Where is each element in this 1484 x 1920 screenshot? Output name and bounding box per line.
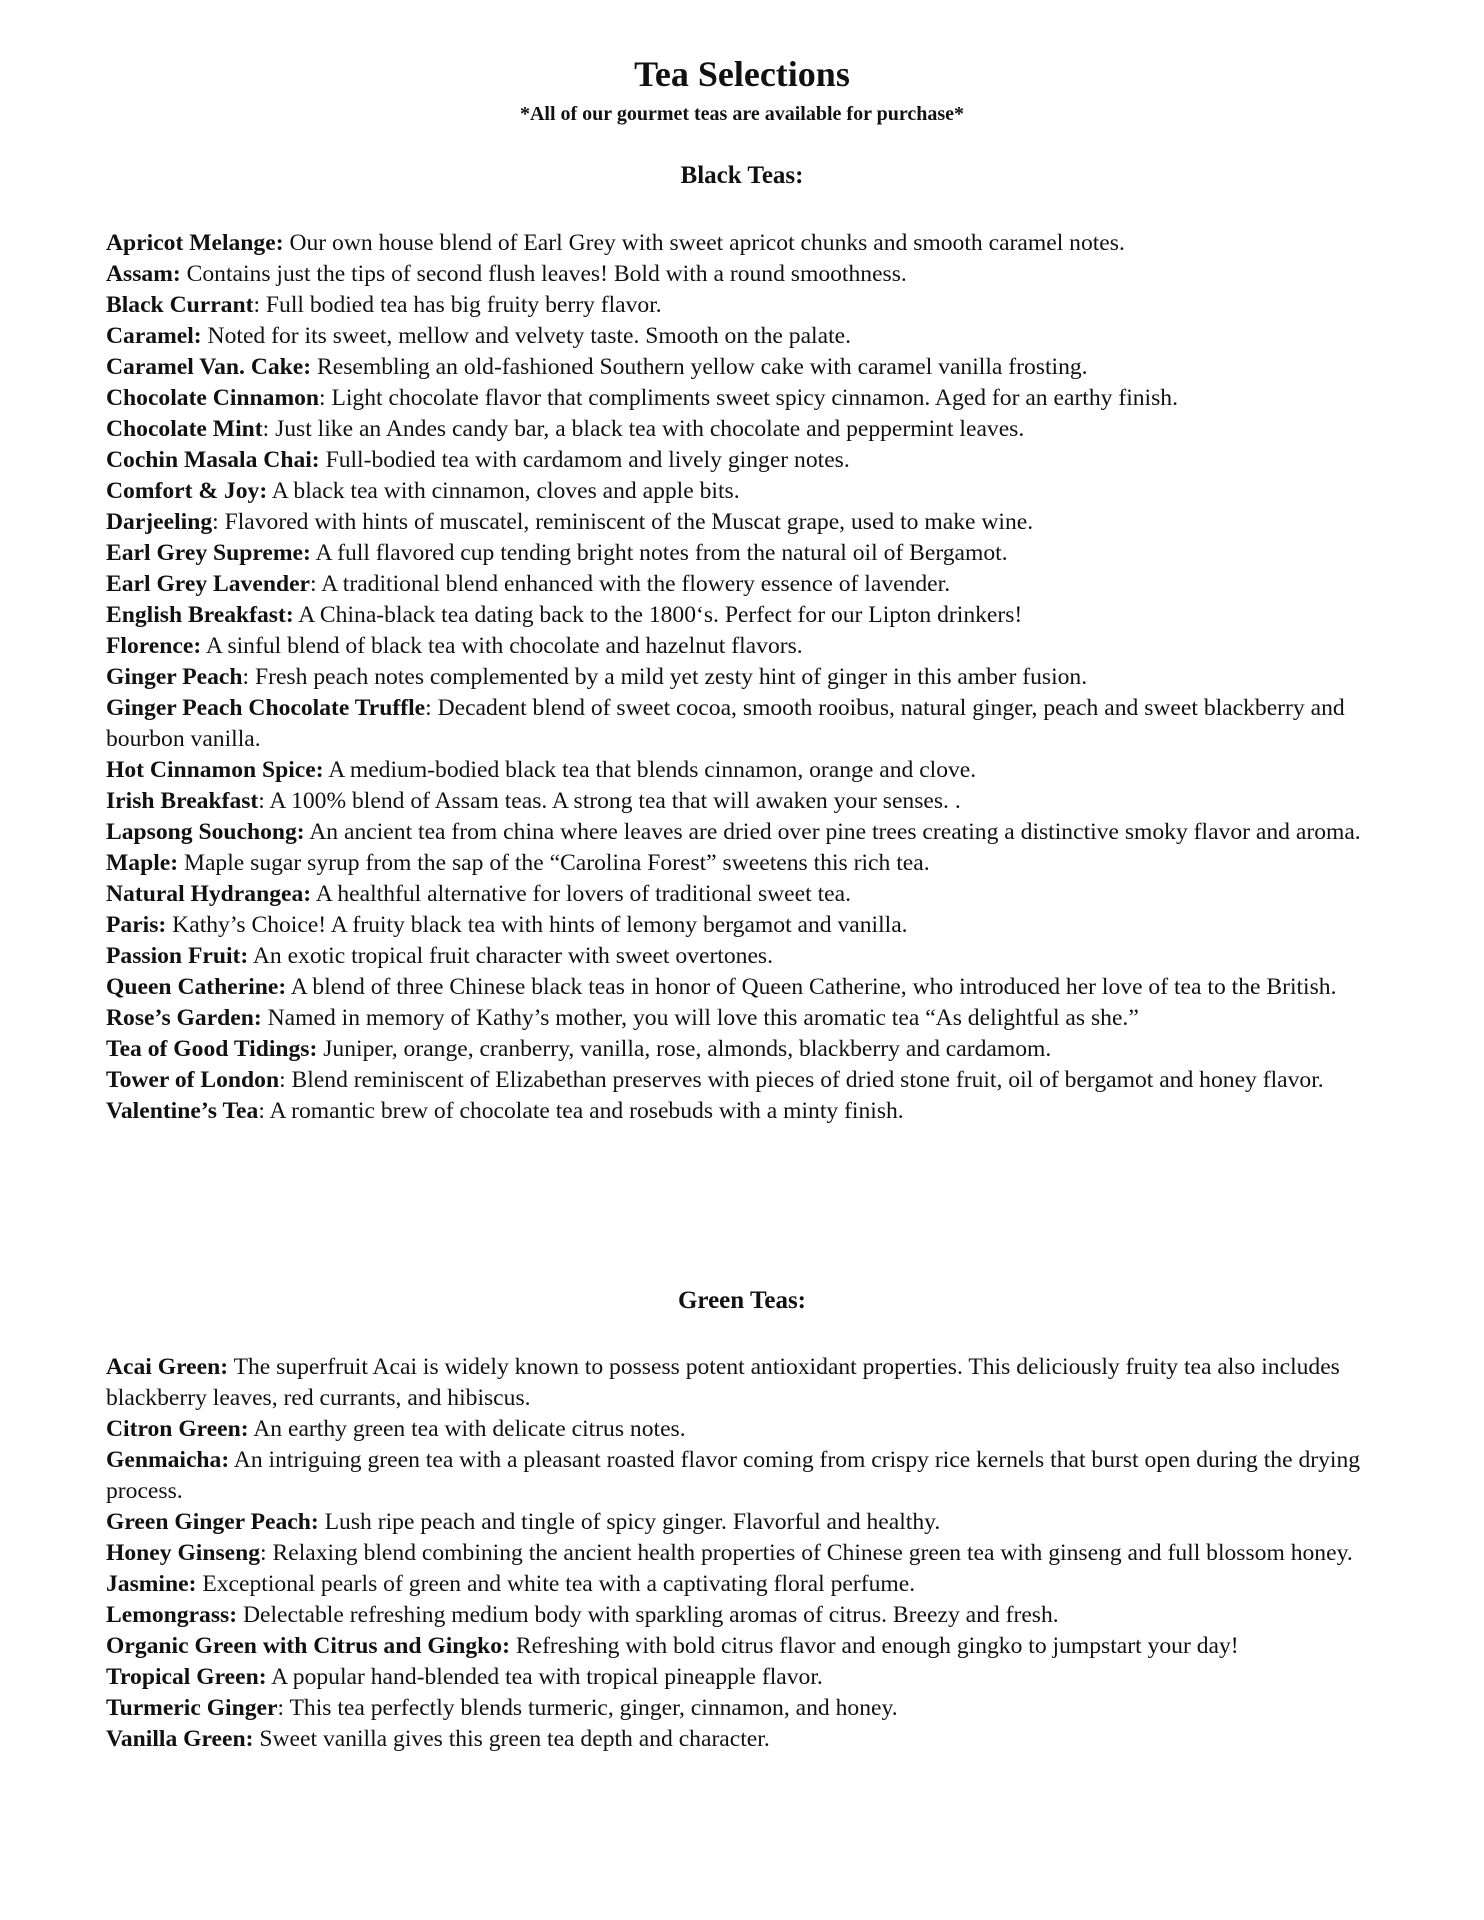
tea-name: Irish Breakfast	[106, 788, 259, 814]
tea-entry	[106, 600, 1396, 631]
tea-description: : Light chocolate flavor that compliments sweet spicy cinnamon. Aged for an earthy finish.	[319, 385, 1178, 411]
tea-name: Tea of Good Tidings:	[106, 1036, 318, 1062]
tea-entry	[106, 972, 1396, 1003]
tea-description: : Flavored with hints of muscatel, reminiscent of the Muscat grape, used to make wine.	[212, 509, 1034, 535]
tea-description: : A traditional blend enhanced with the flowery essence of lavender.	[310, 571, 951, 597]
tea-name: Natural Hydrangea:	[106, 881, 312, 907]
tea-entry	[106, 383, 1396, 414]
tea-description: : Relaxing blend combining the ancient health properties of Chinese green tea with ginseng and full blossom honey.	[260, 1540, 1353, 1566]
tea-entry	[106, 1538, 1396, 1569]
tea-entry	[106, 1065, 1396, 1096]
tea-name: Tropical Green:	[106, 1664, 267, 1690]
tea-description: Juniper, orange, cranberry, vanilla, rose, almonds, blackberry and cardamom.	[317, 1036, 1052, 1062]
tea-description: Our own house blend of Earl Grey with sweet apricot chunks and smooth caramel notes.	[283, 230, 1125, 256]
tea-entry	[106, 941, 1396, 972]
tea-entry	[106, 1724, 1396, 1755]
tea-name: Hot Cinnamon Spice:	[106, 757, 324, 783]
tea-description: Kathy’s Choice! A fruity black tea with hints of lemony bergamot and vanilla.	[166, 912, 908, 938]
tea-name: Organic Green with Citrus and Gingko:	[106, 1633, 510, 1659]
tea-name: Turmeric Ginger	[106, 1695, 278, 1721]
tea-name: Vanilla Green:	[106, 1726, 254, 1752]
black-teas-list	[106, 228, 1396, 1127]
tea-name: Florence:	[106, 633, 202, 659]
tea-description: Delectable refreshing medium body with sparkling aromas of citrus. Breezy and fresh.	[237, 1602, 1059, 1628]
tea-description: An intriguing green tea with a pleasant roasted flavor coming from crispy rice kernels that burst open during the drying process.	[106, 1447, 1361, 1504]
tea-entry	[106, 321, 1396, 352]
tea-entry	[106, 445, 1396, 476]
tea-name: Apricot Melange:	[106, 230, 284, 256]
tea-description: A blend of three Chinese black teas in honor of Queen Catherine, who introduced her love of tea to the British.	[286, 974, 1337, 1000]
tea-description: Maple sugar syrup from the sap of the “Carolina Forest” sweetens this rich tea.	[178, 850, 930, 876]
tea-name: Valentine’s Tea	[106, 1098, 259, 1124]
tea-name: Jasmine:	[106, 1571, 197, 1597]
tea-entry	[106, 569, 1396, 600]
tea-entry	[106, 786, 1396, 817]
tea-name: English Breakfast:	[106, 602, 294, 628]
tea-name: Paris:	[106, 912, 167, 938]
tea-entry	[106, 1662, 1396, 1693]
tea-entry	[106, 817, 1396, 848]
tea-entry	[106, 755, 1396, 786]
tea-entry	[106, 693, 1396, 755]
tea-entry	[106, 290, 1396, 321]
tea-name: Ginger Peach	[106, 664, 243, 690]
tea-name: Acai Green:	[106, 1354, 229, 1380]
tea-name: Earl Grey Supreme:	[106, 540, 311, 566]
tea-description: : Fresh peach notes complemented by a mild yet zesty hint of ginger in this amber fusion.	[242, 664, 1088, 690]
tea-name: Cochin Masala Chai:	[106, 447, 320, 473]
tea-name: Lapsong Souchong:	[106, 819, 305, 845]
tea-entry	[106, 1693, 1396, 1724]
tea-description: A medium-bodied black tea that blends cinnamon, orange and clove.	[323, 757, 977, 783]
tea-name: Assam:	[106, 261, 181, 287]
tea-name: Passion Fruit:	[106, 943, 249, 969]
tea-entry	[106, 228, 1396, 259]
tea-entry	[106, 1352, 1396, 1414]
tea-entry	[106, 1631, 1396, 1662]
black-teas-heading: Black Teas:	[680, 162, 804, 189]
tea-description: : Blend reminiscent of Elizabethan preserves with pieces of dried stone fruit, oil of bergamot and honey flavor.	[279, 1067, 1324, 1093]
tea-name: Lemongrass:	[106, 1602, 238, 1628]
tea-entry	[106, 476, 1396, 507]
page-title: Tea Selections	[634, 54, 850, 94]
tea-description: : Just like an Andes candy bar, a black tea with chocolate and peppermint leaves.	[262, 416, 1025, 442]
tea-entry	[106, 1414, 1396, 1445]
tea-description: Noted for its sweet, mellow and velvety taste. Smooth on the palate.	[201, 323, 851, 349]
tea-description: The superfruit Acai is widely known to possess potent antioxidant properties. This deliciously fruity tea also includes blackberry leaves, red currants, and hibiscus.	[106, 1354, 1340, 1411]
tea-name: Comfort & Joy:	[106, 478, 268, 504]
tea-entry	[106, 879, 1396, 910]
tea-description: An exotic tropical fruit character with sweet overtones.	[248, 943, 773, 969]
tea-entry	[106, 848, 1396, 879]
tea-description: Named in memory of Kathy’s mother, you will love this aromatic tea “As delightful as she.”	[261, 1005, 1139, 1031]
tea-description: A healthful alternative for lovers of traditional sweet tea.	[311, 881, 851, 907]
tea-name: Caramel:	[106, 323, 202, 349]
tea-name: Black Currant	[106, 292, 254, 318]
tea-description: A black tea with cinnamon, cloves and apple bits.	[267, 478, 740, 504]
tea-description: Resembling an old-fashioned Southern yellow cake with caramel vanilla frosting.	[311, 354, 1088, 380]
tea-name: Earl Grey Lavender	[106, 571, 311, 597]
tea-entry	[106, 1569, 1396, 1600]
tea-entry	[106, 1096, 1396, 1127]
tea-description: A sinful blend of black tea with chocolate and hazelnut flavors.	[201, 633, 803, 659]
tea-entry	[106, 414, 1396, 445]
tea-description: Refreshing with bold citrus flavor and enough gingko to jumpstart your day!	[509, 1633, 1239, 1659]
tea-entry	[106, 1445, 1396, 1507]
tea-description: : A 100% blend of Assam teas. A strong tea that will awaken your senses. .	[258, 788, 961, 814]
tea-description: A popular hand-blended tea with tropical pineapple flavor.	[266, 1664, 823, 1690]
tea-name: Darjeeling	[106, 509, 213, 535]
tea-entry	[106, 910, 1396, 941]
tea-entry	[106, 259, 1396, 290]
green-teas-heading: Green Teas:	[677, 1287, 806, 1314]
tea-description: Exceptional pearls of green and white tea with a captivating floral perfume.	[196, 1571, 916, 1597]
tea-entry	[106, 507, 1396, 538]
tea-description: : Full bodied tea has big fruity berry flavor.	[253, 292, 662, 318]
tea-entry	[106, 1507, 1396, 1538]
tea-description: An earthy green tea with delicate citrus notes.	[248, 1416, 686, 1442]
tea-description: Sweet vanilla gives this green tea depth and character.	[253, 1726, 770, 1752]
tea-entry	[106, 1003, 1396, 1034]
tea-name: Genmaicha:	[106, 1447, 230, 1473]
tea-name: Citron Green:	[106, 1416, 249, 1442]
tea-description: Full-bodied tea with cardamom and lively ginger notes.	[319, 447, 850, 473]
tea-entry	[106, 538, 1396, 569]
tea-name: Tower of London	[106, 1067, 280, 1093]
tea-name: Ginger Peach Chocolate Truffle	[106, 695, 426, 721]
tea-name: Queen Catherine:	[106, 974, 287, 1000]
tea-entry	[106, 1600, 1396, 1631]
tea-entry	[106, 1034, 1396, 1065]
tea-description: A full flavored cup tending bright notes from the natural oil of Bergamot.	[310, 540, 1008, 566]
tea-description: Lush ripe peach and tingle of spicy ginger. Flavorful and healthy.	[318, 1509, 941, 1535]
tea-entry	[106, 352, 1396, 383]
tea-name: Caramel Van. Cake:	[106, 354, 312, 380]
tea-entry	[106, 631, 1396, 662]
green-teas-list	[106, 1352, 1396, 1755]
tea-entry	[106, 662, 1396, 693]
tea-name: Rose’s Garden:	[106, 1005, 262, 1031]
tea-description: Contains just the tips of second flush leaves! Bold with a round smoothness.	[180, 261, 907, 287]
tea-name: Maple:	[106, 850, 179, 876]
tea-description: : Decadent blend of sweet cocoa, smooth rooibus, natural ginger, peach and sweet blackberry and bourbon vanilla.	[106, 695, 1345, 752]
tea-description: : This tea perfectly blends turmeric, ginger, cinnamon, and honey.	[277, 1695, 898, 1721]
tea-description: An ancient tea from china where leaves are dried over pine trees creating a distinctive smoky flavor and aroma.	[304, 819, 1361, 845]
tea-name: Honey Ginseng	[106, 1540, 261, 1566]
tea-description: A China-black tea dating back to the 1800‘s. Perfect for our Lipton drinkers!	[293, 602, 1023, 628]
tea-description: : A romantic brew of chocolate tea and rosebuds with a minty finish.	[258, 1098, 904, 1124]
tea-name: Green Ginger Peach:	[106, 1509, 319, 1535]
tea-name: Chocolate Cinnamon	[106, 385, 320, 411]
tea-name: Chocolate Mint	[106, 416, 263, 442]
page-subtitle: *All of our gourmet teas are available for purchase*	[519, 103, 965, 125]
